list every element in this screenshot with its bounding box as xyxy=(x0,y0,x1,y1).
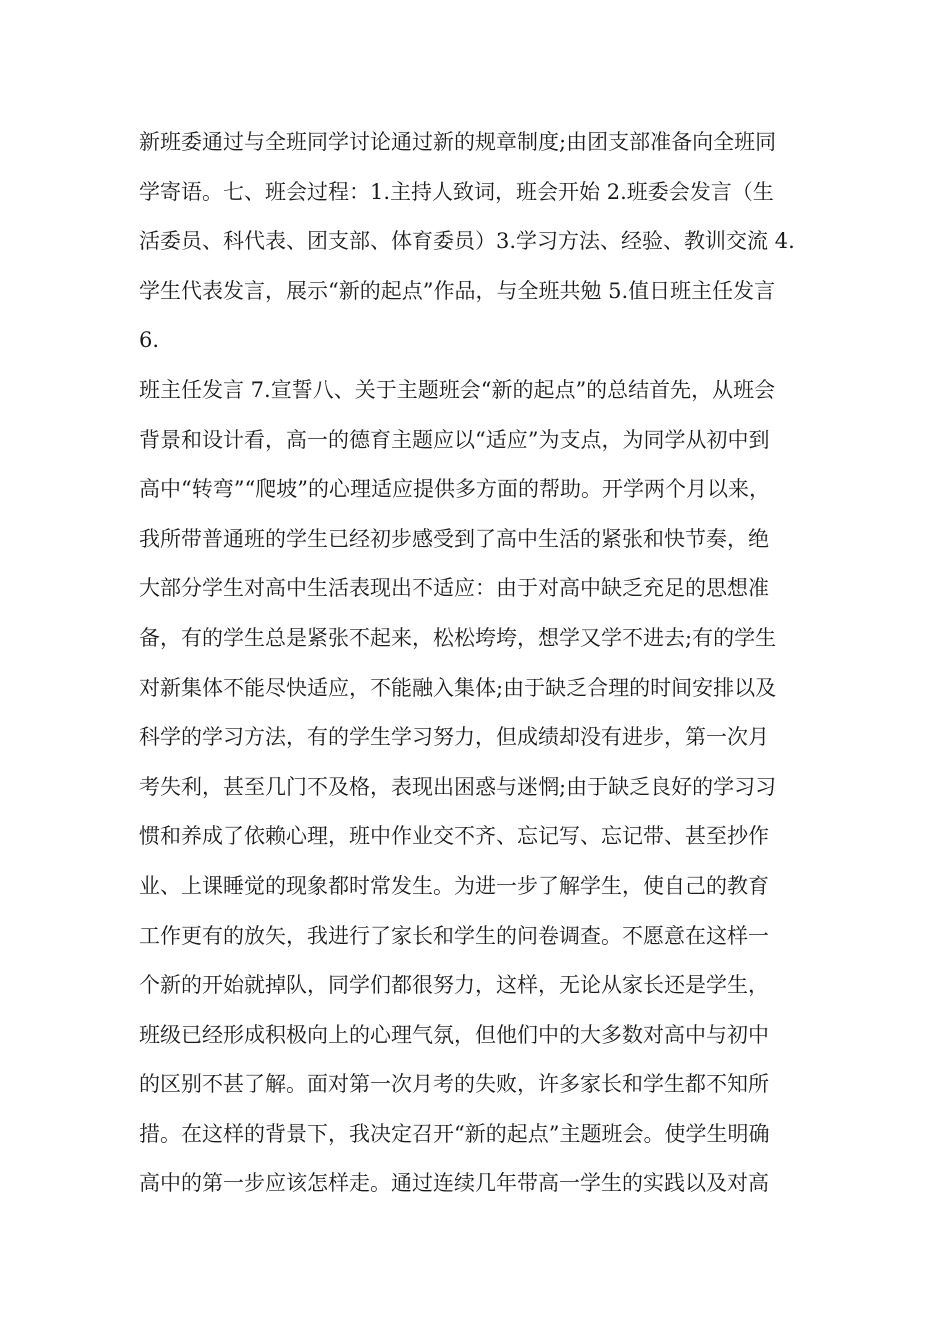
text-line: 的区别不甚了解。面对第一次月考的失败，许多家长和学生都不知所 xyxy=(139,1072,769,1097)
text-line: 对新集体不能尽快适应，不能融入集体;由于缺乏合理的时间安排以及 xyxy=(139,675,777,700)
text-line: 备，有的学生总是紧张不起来，松松垮垮，想学又学不进去;有的学生 xyxy=(139,625,777,650)
text-line: 大部分学生对高中生活表现出不适应：由于对高中缺乏充足的思想准 xyxy=(139,576,769,601)
text-line: 6. xyxy=(139,328,160,353)
text-line: 学生代表发言，展示“新的起点”作品，与全班共勉 5.值日班主任发言 xyxy=(139,278,776,303)
text-line: 活委员、科代表、团支部、体育委员）3.学习方法、经验、教训交流 4. xyxy=(139,229,795,254)
text-line: 新班委通过与全班同学讨论通过新的规章制度;由团支部准备向全班同 xyxy=(139,130,777,154)
text-line: 惯和养成了依赖心理，班中作业交不齐、忘记写、忘记带、甚至抄作 xyxy=(139,824,769,849)
text-line: 个新的开始就掉队，同学们都很努力，这样，无论从家长还是学生， xyxy=(139,973,769,998)
text-line: 班级已经形成积极向上的心理气氛，但他们中的大多数对高中与初中 xyxy=(139,1022,769,1047)
text-line: 措。在这样的背景下，我决定召开“新的起点”主题班会。使学生明确 xyxy=(139,1121,770,1146)
text-line: 科学的学习方法，有的学生学习努力，但成绩却没有进步，第一次月 xyxy=(139,725,769,750)
text-line: 班主任发言 7.宣誓八、关于主题班会“新的起点”的总结首先，从班会 xyxy=(139,377,776,402)
text-line: 工作更有的放矢，我进行了家长和学生的问卷调查。不愿意在这样一 xyxy=(139,923,769,948)
text-line: 高中的第一步应该怎样走。通过连续几年带高一学生的实践以及对高 xyxy=(139,1171,769,1196)
text-line: 我所带普通班的学生已经初步感受到了高中生活的紧张和快节奏，绝 xyxy=(139,526,769,551)
text-line: 学寄语。七、班会过程：1.主持人致词，班会开始 2.班委会发言（生 xyxy=(139,179,774,204)
text-line: 考失利，甚至几门不及格，表现出困惑与迷惘;由于缺乏良好的学习习 xyxy=(139,774,777,799)
text-line: 业、上课睡觉的现象都时常发生。为进一步了解学生，使自己的教育 xyxy=(139,873,769,898)
body-text xyxy=(139,118,819,1209)
text-line: 高中“转弯”“爬坡”的心理适应提供多方面的帮助。开学两个月以来， xyxy=(139,477,770,502)
text-line: 背景和设计看，高一的德育主题应以“适应”为支点，为同学从初中到 xyxy=(139,427,770,452)
